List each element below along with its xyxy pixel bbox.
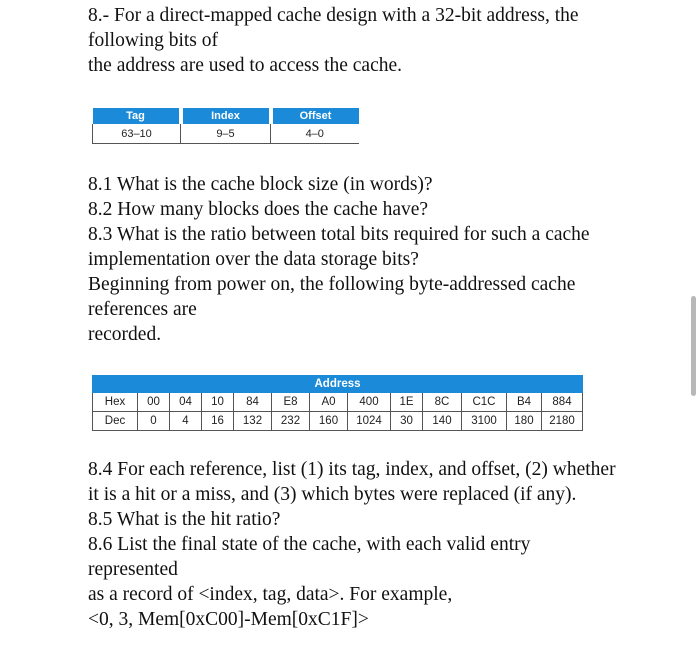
question-line: references are: [88, 299, 197, 320]
hex-cell: B4: [507, 393, 542, 412]
tag-header: Tag: [93, 108, 181, 124]
hex-cell: A0: [310, 393, 348, 412]
question-line: implementation over the data storage bits?: [88, 249, 419, 270]
question-line: represented: [88, 559, 178, 580]
hex-row: [93, 393, 583, 412]
hex-cell: 8C: [423, 393, 462, 412]
address-title: Address: [93, 376, 583, 393]
intro-line: 8.- For a direct-mapped cache design with a 32-bit address, the: [88, 5, 579, 26]
intro-line: the address are used to access the cache.: [88, 55, 403, 76]
question-line: 8.5 What is the hit ratio?: [88, 509, 281, 530]
hex-cell: 00: [138, 393, 170, 412]
question-line: it is a hit or a miss, and (3) which bytes were replaced (if any).: [88, 484, 577, 505]
hex-cell: 04: [170, 393, 202, 412]
hex-cell: 10: [202, 393, 234, 412]
dec-cell: 1024: [348, 412, 391, 431]
address-bit-fields-table: [92, 108, 359, 144]
intro-paragraph: [88, 3, 579, 78]
hex-cell: C1C: [462, 393, 507, 412]
question-line: 8.3 What is the ratio between total bits required for such a cache: [88, 224, 590, 245]
question-line: <0, 3, Mem[0xC00]-Mem[0xC1F]>: [88, 609, 369, 630]
hex-cell: E8: [272, 393, 310, 412]
hex-cell: 1E: [391, 393, 423, 412]
hex-cell: 400: [348, 393, 391, 412]
question-line: 8.2 How many blocks does the cache have?: [88, 199, 429, 220]
dec-cell: 30: [391, 412, 423, 431]
dec-cell: 4: [170, 412, 202, 431]
dec-row: [93, 412, 583, 431]
intro-line: following bits of: [88, 30, 218, 51]
dec-cell: 3100: [462, 412, 507, 431]
vertical-scrollbar[interactable]: [691, 296, 696, 396]
index-bits: 9–5: [181, 124, 271, 144]
index-header: Index: [181, 108, 271, 124]
question-line: 8.1 What is the cache block size (in words)?: [88, 174, 433, 195]
question-line: as a record of <index, tag, data>. For example,: [88, 584, 453, 605]
dec-label: Dec: [93, 412, 138, 431]
dec-cell: 132: [234, 412, 272, 431]
hex-cell: 84: [234, 393, 272, 412]
dec-cell: 0: [138, 412, 170, 431]
question-line: recorded.: [88, 324, 162, 345]
question-line: Beginning from power on, the following byte-addressed cache: [88, 274, 576, 295]
dec-cell: 160: [310, 412, 348, 431]
hex-label: Hex: [93, 393, 138, 412]
offset-bits: 4–0: [271, 124, 359, 144]
tag-bits: 63–10: [93, 124, 181, 144]
dec-cell: 140: [423, 412, 462, 431]
question-line: 8.6 List the final state of the cache, with each valid entry: [88, 534, 531, 555]
questions-part-a: [88, 172, 590, 347]
hex-cell: 884: [542, 393, 583, 412]
offset-header: Offset: [271, 108, 359, 124]
address-reference-table: [92, 375, 583, 431]
dec-cell: 180: [507, 412, 542, 431]
question-line: 8.4 For each reference, list (1) its tag, index, and offset, (2) whether: [88, 459, 616, 480]
dec-cell: 2180: [542, 412, 583, 431]
dec-cell: 232: [272, 412, 310, 431]
dec-cell: 16: [202, 412, 234, 431]
questions-part-b: [88, 457, 616, 632]
